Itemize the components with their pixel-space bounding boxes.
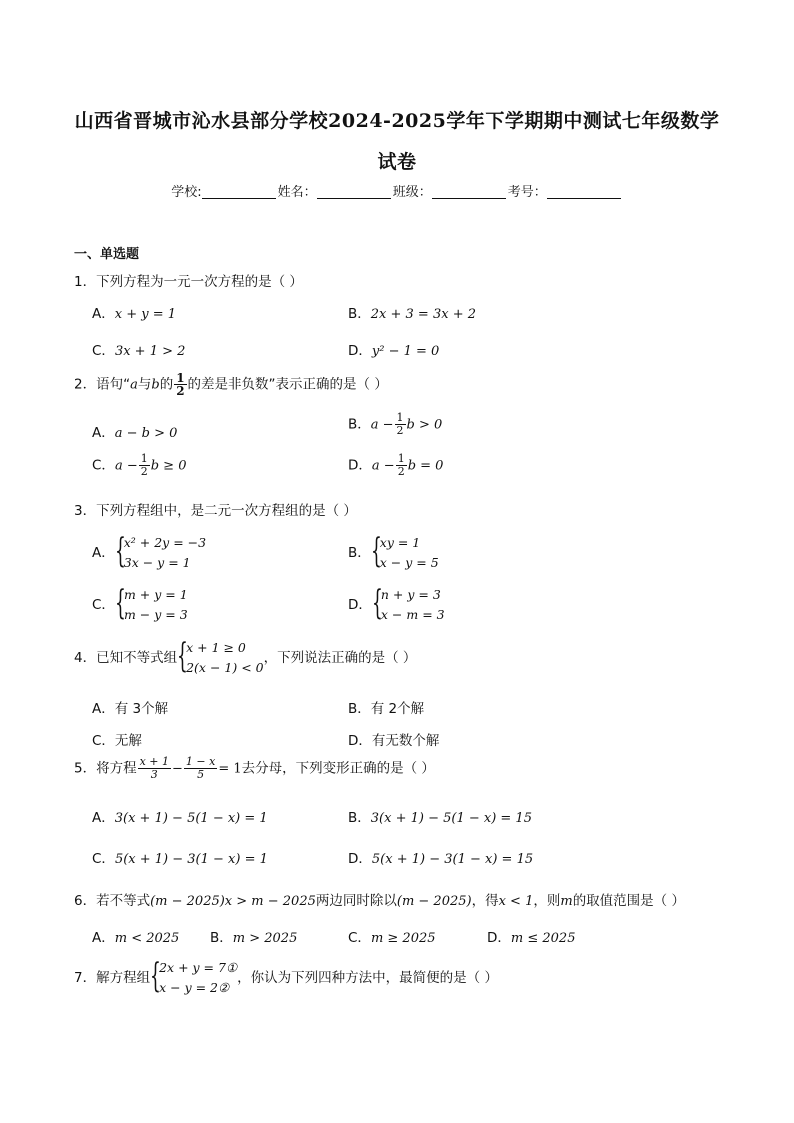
minus-sign: −: [172, 761, 183, 777]
q1-option-a[interactable]: [92, 302, 176, 322]
numerator: 1: [397, 452, 405, 465]
option-text: a − b > 0: [114, 426, 178, 441]
q4-option-d[interactable]: D．有无数个解: [348, 733, 440, 749]
equals-one: = 1: [218, 761, 242, 777]
q3-option-b[interactable]: [348, 533, 439, 573]
option-text: 2x + 3 = 3x + 2: [370, 307, 476, 322]
q2-option-d[interactable]: [348, 453, 443, 478]
equation-system: [115, 533, 206, 573]
option-text: x + y = 1: [114, 307, 177, 322]
stem-text: 6．若不等式: [74, 893, 151, 909]
question-2-stem: [74, 372, 388, 397]
denominator: 2: [396, 424, 404, 437]
q5-option-a[interactable]: [92, 806, 268, 826]
denominator: 2: [176, 384, 185, 398]
equation-line: x − y = 5: [379, 555, 439, 570]
stem-text: 两边同时除以: [315, 893, 397, 909]
denominator: 2: [140, 465, 148, 478]
name-blank[interactable]: [317, 185, 391, 199]
equation-line: n + y = 3: [380, 587, 441, 602]
option-label: A．: [92, 545, 115, 561]
fraction-2: [184, 756, 217, 781]
option-text: a −: [114, 458, 138, 474]
option-fraction: [139, 453, 150, 478]
class-label: 班级：: [392, 185, 432, 200]
option-label: B．: [348, 810, 371, 826]
brace-icon: {: [177, 636, 188, 676]
school-label: 学校:: [171, 185, 202, 200]
stem-math: m: [560, 894, 573, 909]
numerator: 1: [176, 371, 185, 385]
q5-option-b[interactable]: [348, 806, 532, 826]
brace-icon: {: [150, 956, 161, 996]
q6-option-c[interactable]: [348, 926, 436, 946]
option-label: A．: [92, 930, 115, 946]
stem-math: (m − 2025): [396, 894, 472, 909]
option-text: 5(x + 1) − 3(1 − x) = 15: [371, 852, 534, 867]
option-text: m ≤ 2025: [510, 931, 576, 946]
question-3-stem: 3．下列方程组中，是二元一次方程组的是（ ）: [74, 503, 357, 519]
option-text: m ≥ 2025: [370, 931, 436, 946]
q4-option-c[interactable]: C．无解: [92, 733, 142, 749]
option-label: B．: [348, 545, 371, 561]
equation-system: [115, 585, 188, 625]
q4-option-a[interactable]: A．有 3个解: [92, 701, 169, 717]
stem-text: 4．已知不等式组: [74, 650, 178, 666]
inequality-line: 2(x − 1) < 0: [186, 660, 264, 675]
stem-text: 7．解方程组: [74, 970, 151, 986]
stem-math: x < 1: [498, 894, 534, 909]
q2-option-a[interactable]: [92, 421, 177, 441]
q6-option-a[interactable]: [92, 926, 179, 946]
stem-text: ，下列说法正确的是（ ）: [263, 650, 417, 666]
fraction-1: [138, 756, 171, 781]
option-text: b = 0: [407, 458, 444, 474]
stem-text: ，得: [471, 893, 499, 909]
numerator: 1: [140, 452, 148, 465]
stem-text: 去分母，下列变形正确的是（ ）: [241, 760, 435, 777]
option-text: a −: [370, 417, 394, 433]
equation-system: [150, 958, 237, 998]
denominator: 2: [397, 465, 405, 478]
stem-math: (m − 2025)x > m − 2025: [150, 894, 316, 909]
q3-option-a[interactable]: [92, 533, 206, 573]
option-text: b > 0: [406, 417, 443, 433]
stem-text: 的: [159, 376, 174, 393]
stem-variable: a: [130, 377, 138, 393]
q2-option-b[interactable]: [348, 412, 442, 437]
q1-option-d[interactable]: [348, 339, 439, 359]
class-blank[interactable]: [432, 185, 506, 199]
q5-option-d[interactable]: [348, 847, 533, 867]
equation-line: 3x − y = 1: [123, 555, 191, 570]
question-7-stem: [74, 958, 498, 998]
option-text: b ≥ 0: [150, 458, 187, 474]
brace-icon: {: [114, 583, 126, 623]
option-text: a −: [371, 458, 395, 474]
option-text: m > 2025: [232, 931, 298, 946]
equation-line: x − y = 2②: [159, 980, 230, 995]
number-label: 考号：: [507, 185, 547, 200]
stem-text: 2．语句“: [74, 376, 131, 393]
stem-text: 的取值范围是（ ）: [572, 893, 685, 909]
brace-icon: {: [114, 531, 126, 571]
stem-text: ，则: [533, 893, 561, 909]
section-heading: 一、单选题: [74, 247, 140, 262]
inequality-line: x + 1 ≥ 0: [186, 640, 246, 655]
stem-variable: b: [151, 377, 160, 393]
q6-option-d[interactable]: [487, 926, 575, 946]
option-label: C．: [92, 851, 115, 867]
option-fraction: [396, 453, 407, 478]
q2-option-c[interactable]: [92, 453, 186, 478]
denominator: 5: [197, 768, 205, 781]
q5-option-c[interactable]: [92, 847, 268, 867]
brace-icon: {: [371, 583, 383, 623]
option-label: C．: [92, 597, 115, 613]
option-label: A．: [92, 810, 115, 826]
equation-line: x − m = 3: [380, 607, 445, 622]
option-label: D．: [487, 930, 511, 946]
equation-line: xy = 1: [379, 535, 421, 550]
denominator: 3: [150, 768, 158, 781]
question-5-stem: [74, 756, 435, 781]
option-label: B．: [348, 306, 371, 322]
question-4-stem: [74, 638, 416, 678]
q6-option-b[interactable]: [210, 926, 297, 946]
option-label: C．: [348, 930, 371, 946]
half-fraction: [174, 372, 186, 397]
option-label: B．: [210, 930, 233, 946]
brace-icon: {: [370, 531, 382, 571]
student-info-line: [0, 181, 794, 200]
school-blank[interactable]: [202, 185, 276, 199]
option-text: 3x + 1 > 2: [114, 344, 186, 359]
q1-option-b[interactable]: [348, 302, 476, 322]
stem-text: 5．将方程: [74, 760, 137, 777]
equation-line: 2x + y = 7①: [159, 960, 238, 975]
equation-line: m − y = 3: [123, 607, 188, 622]
numerator: 1 − x: [185, 755, 216, 768]
option-text: y² − 1 = 0: [371, 344, 440, 359]
inequality-system: [177, 638, 264, 678]
option-label: D．: [348, 851, 372, 867]
q3-option-d[interactable]: [348, 585, 445, 625]
option-label: A．: [92, 425, 115, 441]
equation-system: [371, 533, 439, 573]
option-label: B．: [348, 416, 371, 433]
numerator: 1: [396, 411, 404, 424]
equation-line: x² + 2y = −3: [123, 535, 207, 550]
option-text: 3(x + 1) − 5(1 − x) = 15: [370, 811, 532, 826]
name-label: 姓名：: [277, 185, 317, 200]
option-label: D．: [348, 343, 372, 359]
numerator: x + 1: [139, 755, 170, 768]
equation-line: m + y = 1: [123, 587, 188, 602]
option-label: D．: [348, 457, 372, 474]
stem-text: 的差是非负数”表示正确的是（ ）: [187, 376, 388, 393]
stem-text: 与: [137, 376, 152, 393]
number-blank[interactable]: [547, 185, 621, 199]
option-text: 3(x + 1) − 5(1 − x) = 1: [114, 811, 268, 826]
option-fraction: [395, 412, 406, 437]
option-label: D．: [348, 597, 372, 613]
option-label: C．: [92, 343, 115, 359]
option-label: A．: [92, 306, 115, 322]
q1-option-c[interactable]: [92, 339, 185, 359]
q3-option-c[interactable]: [92, 585, 188, 625]
exam-title-line2: 试卷: [377, 151, 417, 173]
exam-title-line1: 山西省晋城市沁水县部分学校2024-2025学年下学期期中测试七年级数学: [74, 110, 720, 132]
equation-system: [372, 585, 445, 625]
q4-option-b[interactable]: B．有 2个解: [348, 701, 425, 717]
question-1-stem: 1．下列方程为一元一次方程的是（ ）: [74, 274, 303, 290]
option-label: C．: [92, 457, 115, 474]
stem-text: ，你认为下列四种方法中，最简便的是（ ）: [237, 970, 498, 986]
option-text: 5(x + 1) − 3(1 − x) = 1: [114, 852, 268, 867]
option-text: m < 2025: [114, 931, 180, 946]
question-6-stem: [74, 889, 685, 909]
